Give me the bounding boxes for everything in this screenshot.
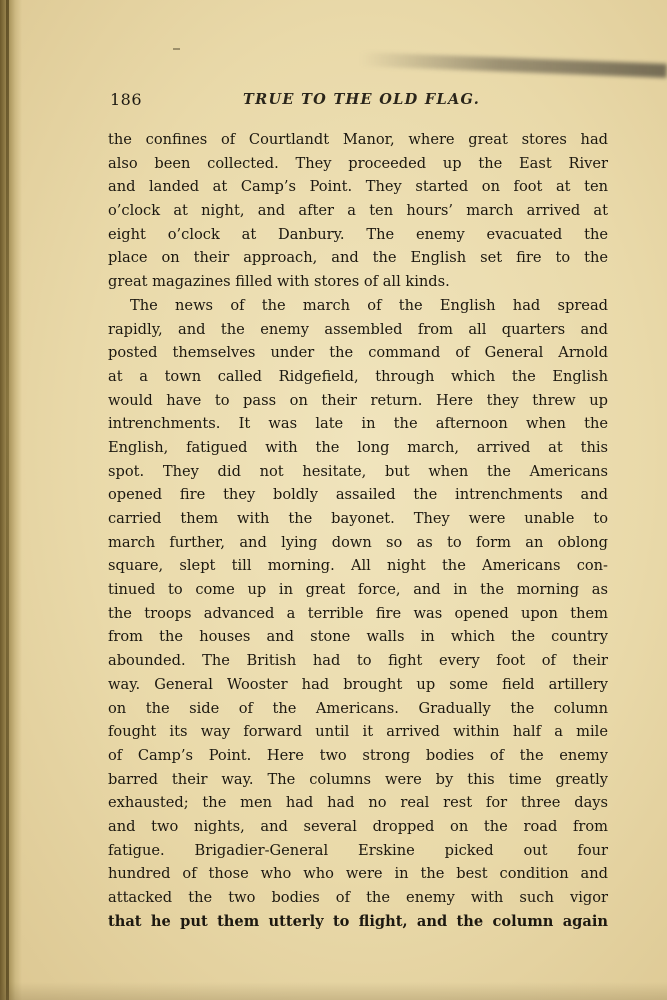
scan-mark (173, 48, 180, 50)
text-line: the troops advanced a terrible fire was opened upon them (108, 604, 608, 622)
text-line: English, fatigued with the long march, arrived at this (108, 438, 608, 456)
text-line: attacked the two bodies of the enemy with such vigor (108, 889, 608, 906)
text-line: also been collected. They proceeded up the East River (108, 154, 608, 172)
text-line: The news of the march of the English had spread (130, 296, 608, 314)
text-line: from the houses and stone walls in which the country (108, 628, 608, 646)
scan-smudge (360, 52, 667, 78)
text-line: march further, and lying down so as to form an oblong (108, 533, 608, 551)
text-line: hundred of those who who were in the best condition and (108, 865, 608, 883)
text-line: opened fire they boldly assailed the intrenchments and (108, 486, 608, 504)
running-title: TRUE TO THE OLD FLAG. (243, 91, 481, 108)
page-number: 186 (110, 90, 143, 109)
body-text (108, 128, 608, 933)
text-line: place on their approach, and the English set fire to the (108, 249, 608, 267)
text-line: on the side of the Americans. Gradually the column (108, 699, 608, 717)
text-line: carried them with the bayonet. They were unable to (108, 510, 608, 527)
text-line: fought its way forward until it arrived within half a mile (108, 723, 608, 741)
text-line: of Camp’s Point. Here two strong bodies of the enemy (108, 746, 608, 764)
text-line: o’clock at night, and after a ten hours’ march arrived at (108, 202, 608, 220)
book-spine (0, 0, 22, 1000)
text-line: that he put them utterly to flight, and the column again (108, 912, 608, 930)
text-line: would have to pass on their return. Here they threw up (108, 391, 608, 409)
text-line: square, slept till morning. All night the Americans con- (108, 557, 608, 575)
text-line: fatigue. Brigadier-General Erskine picked out four (108, 841, 608, 859)
page-bottom-shadow (0, 982, 667, 1000)
text-line: and two nights, and several dropped on the road from (108, 817, 608, 835)
text-line: intrenchments. It was late in the afternoon when the (108, 415, 608, 433)
text-line: eight o’clock at Danbury. The enemy evacuated the (108, 225, 608, 243)
text-line: rapidly, and the enemy assembled from all quarters and (108, 320, 608, 338)
text-line: exhausted; the men had had no real rest for three days (108, 794, 608, 812)
text-line: posted themselves under the command of General Arnold (108, 344, 608, 362)
text-line: tinued to come up in great force, and in the morning as (108, 581, 608, 599)
text-line: abounded. The British had to fight every foot of their (108, 652, 608, 670)
text-line: way. General Wooster had brought up some field artillery (108, 675, 608, 693)
text-line: barred their way. The columns were by this time greatly (108, 770, 608, 788)
text-line: spot. They did not hesitate, but when the Americans (108, 462, 608, 480)
text-line: and landed at Camp’s Point. They started on foot at ten (108, 178, 608, 196)
text-line: great magazines filled with stores of all kinds. (108, 273, 450, 291)
page-header (110, 90, 610, 112)
text-line: at a town called Ridgefield, through which the English (108, 367, 608, 385)
spine-edge (6, 0, 9, 1000)
text-line: the confines of Courtlandt Manor, where great stores had (108, 131, 608, 148)
